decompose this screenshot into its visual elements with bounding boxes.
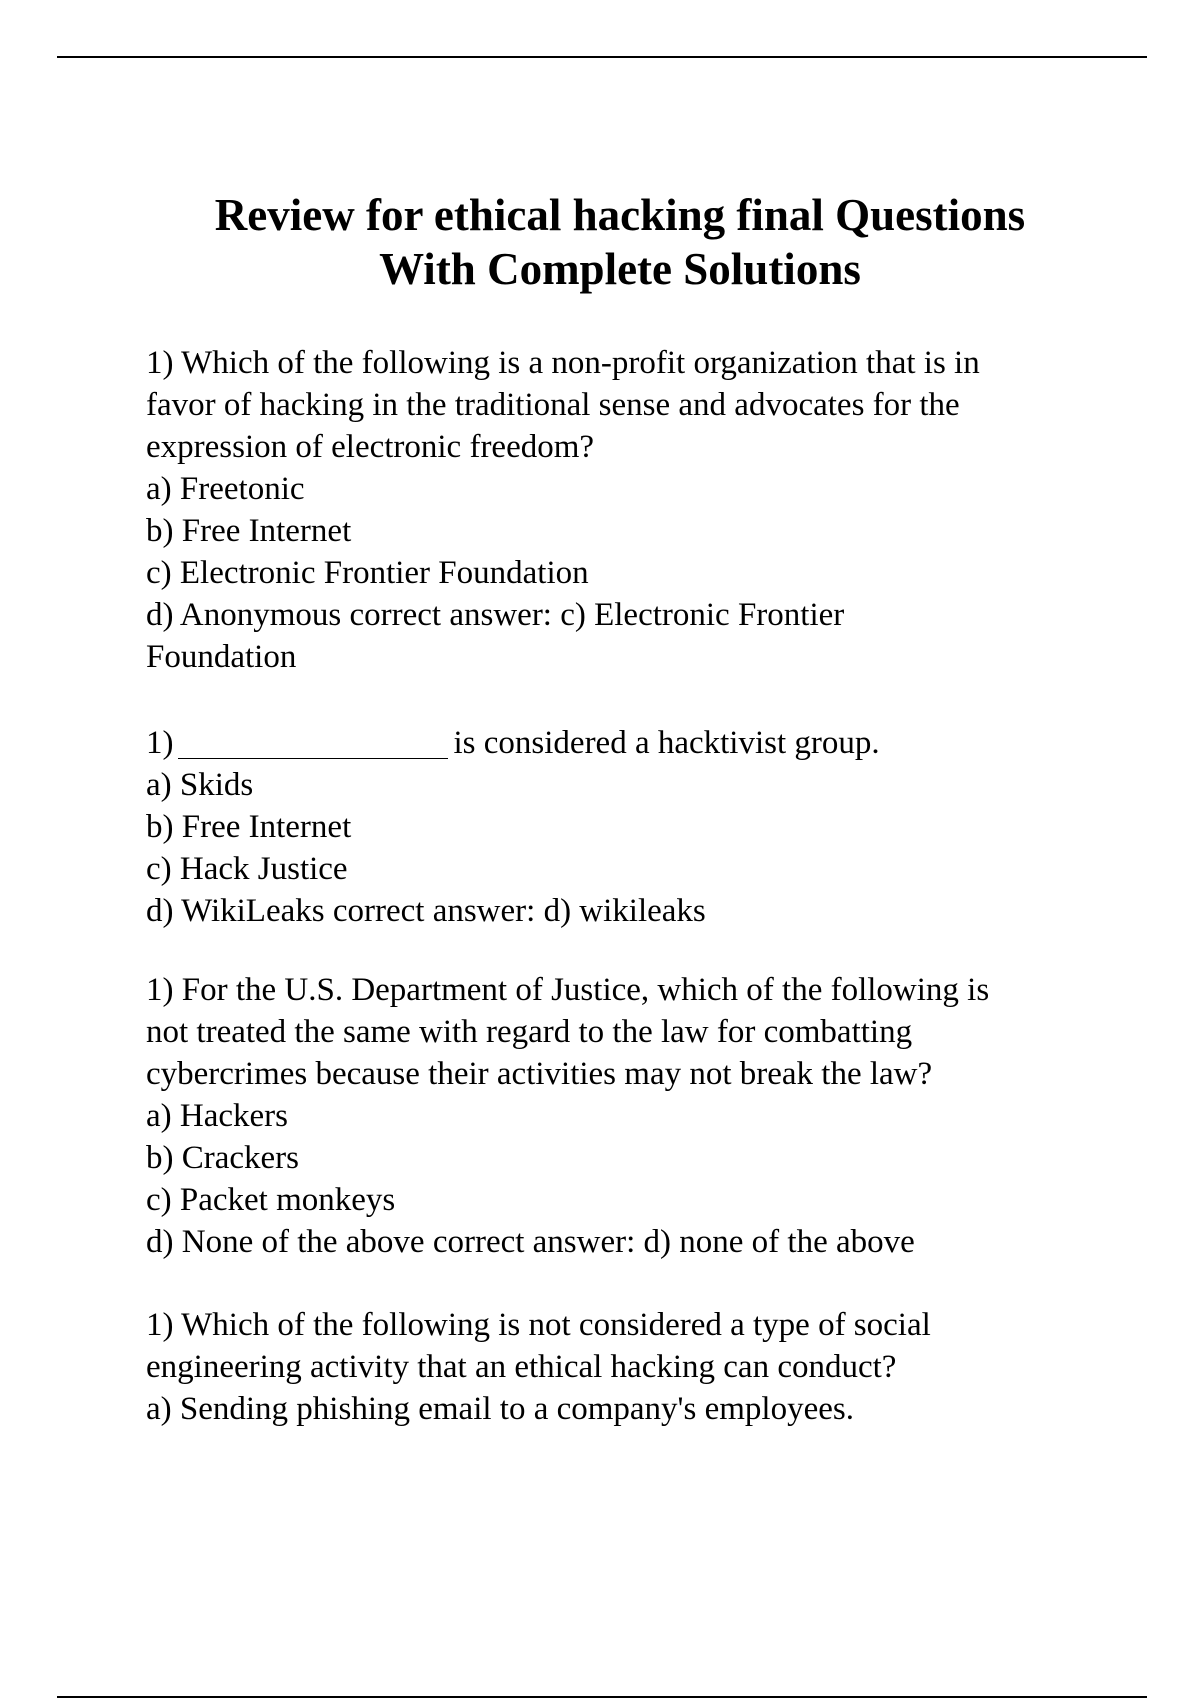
question-2-option-d-answer: d) WikiLeaks correct answer: d) wikileaks: [146, 893, 706, 929]
question-4-stem-line-2: engineering activity that an ethical hacking can conduct?: [146, 1349, 897, 1385]
question-2-number: 1): [146, 725, 174, 761]
question-3-option-a: a) Hackers: [146, 1098, 288, 1134]
question-1-option-c: c) Electronic Frontier Foundation: [146, 555, 589, 591]
question-3-option-b: b) Crackers: [146, 1140, 300, 1176]
question-1-option-d-answer: d) Anonymous correct answer: c) Electronic Frontier: [146, 597, 845, 633]
question-2-stem-text: is considered a hacktivist group.: [453, 725, 880, 761]
document-title: [100, 188, 1140, 296]
question-block-1: [146, 342, 1086, 678]
question-2-stem: [146, 719, 1086, 764]
question-3-option-d-answer: d) None of the above correct answer: d) none of the above: [146, 1224, 915, 1260]
question-3-stem-line-3: cybercrimes because their activities may not break the law?: [146, 1056, 933, 1092]
question-1-stem-line-1: 1) Which of the following is a non-profit organization that is in: [146, 345, 980, 381]
title-line-2: With Complete Solutions: [379, 244, 861, 294]
question-3-option-c: c) Packet monkeys: [146, 1182, 396, 1218]
question-2-option-b: b) Free Internet: [146, 809, 352, 845]
question-4-stem-line-1: 1) Which of the following is not considered a type of social: [146, 1307, 931, 1343]
question-1-answer-continued: Foundation: [146, 639, 297, 675]
question-block-4: [146, 1304, 1086, 1430]
fill-in-blank: [178, 725, 448, 759]
question-block-3: [146, 969, 1086, 1263]
question-1-stem-line-3: expression of electronic freedom?: [146, 429, 595, 465]
question-2-option-c: c) Hack Justice: [146, 851, 348, 887]
bottom-rule: [57, 1696, 1147, 1698]
title-line-1: Review for ethical hacking final Questions: [214, 190, 1026, 240]
question-2-option-a: a) Skids: [146, 767, 254, 803]
question-1-option-b: b) Free Internet: [146, 513, 352, 549]
question-1-option-a: a) Freetonic: [146, 471, 305, 507]
question-3-stem-line-1: 1) For the U.S. Department of Justice, which of the following is: [146, 972, 990, 1008]
question-block-2: [146, 719, 1086, 932]
question-1-stem-line-2: favor of hacking in the traditional sense and advocates for the: [146, 387, 960, 423]
question-4-option-a: a) Sending phishing email to a company's employees.: [146, 1391, 854, 1427]
top-rule: [57, 56, 1147, 58]
question-3-stem-line-2: not treated the same with regard to the law for combatting: [146, 1014, 913, 1050]
